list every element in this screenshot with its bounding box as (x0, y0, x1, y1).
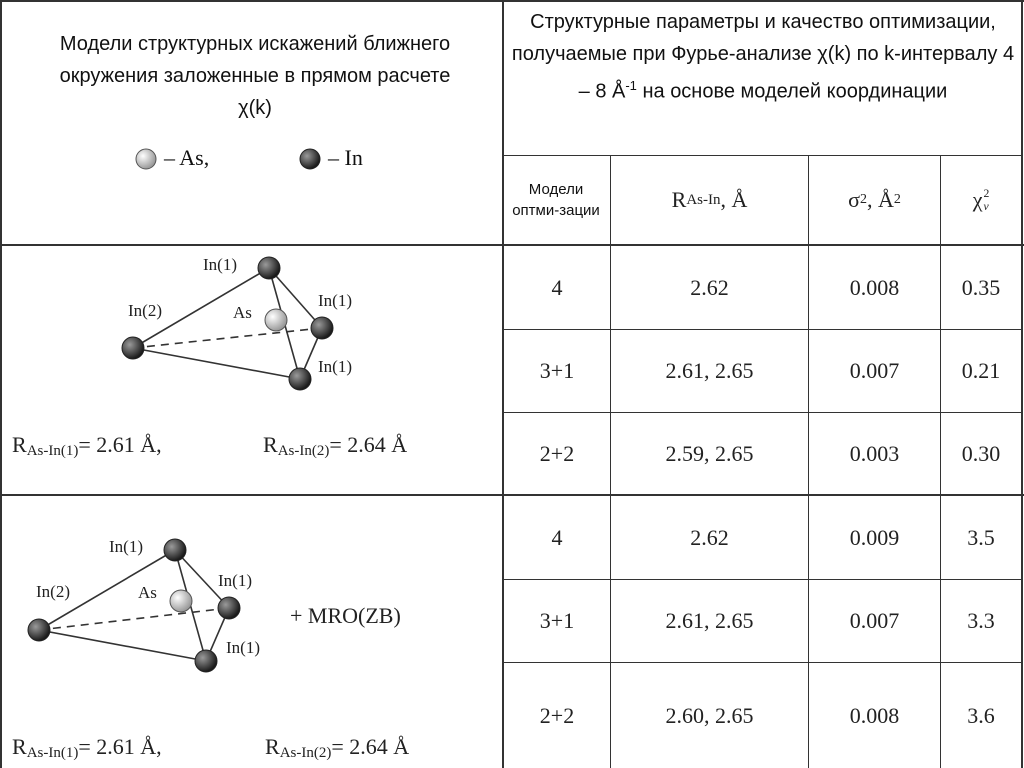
cell-sigma: 0.009 (849, 524, 900, 550)
in1-top-atom-icon (258, 257, 280, 279)
col-header-chi (941, 156, 1021, 244)
mro-label: + MRO(ZB) (290, 603, 401, 628)
block1-r2-main: R (263, 432, 278, 457)
col-header-r-main: R (671, 187, 687, 212)
in1-bottom-atom-icon (195, 650, 217, 672)
as-atom-icon (170, 590, 192, 612)
block2-r2-sub: As-In(2) (279, 745, 332, 761)
label-in2: In(2) (128, 301, 162, 320)
cell-r: 2.62 (690, 524, 729, 550)
block2-r1-main: R (12, 734, 27, 759)
block2-r2 (265, 734, 409, 762)
cell-r: 2.60, 2.65 (665, 702, 754, 728)
col-header-r-unit: , Å (720, 187, 748, 212)
label-in1-bottom: In(1) (226, 638, 260, 657)
col-header-sigma-unit-sup: 2 (893, 192, 901, 207)
block2-r1-sub: As-In(1) (26, 745, 79, 761)
in-atom-icon (300, 149, 320, 169)
block2-diagram (0, 496, 502, 696)
cell-sigma: 0.007 (849, 358, 900, 383)
as-atom-icon (136, 149, 156, 169)
label-as: As (138, 583, 157, 602)
left-header-title: Модели структурных искажений ближнего окружения заложенные в прямом расчете χ(k) (59, 33, 451, 119)
col-header-sigma-unit: , Å (866, 187, 894, 212)
legend-in-label: – In (328, 145, 363, 170)
cell-chi: 0.21 (961, 358, 1001, 383)
cell-sigma: 0.008 (849, 702, 900, 728)
col-header-chi-sup: 2 (983, 187, 990, 200)
col-header-chi-main: χ (972, 187, 983, 212)
col-header-sigma (809, 156, 940, 244)
block1-r2 (263, 432, 407, 460)
right-header-title-text: Структурные параметры и качество оптимизации, получаемые при Фурье-анализе χ(k) по k-интервалу 4 – 8 Å (511, 11, 1015, 103)
label-in1-right: In(1) (218, 571, 252, 590)
outer-border-top (0, 0, 1024, 2)
legend-as-label: – As, (164, 145, 210, 170)
cell-model: 3+1 (539, 358, 575, 383)
label-as: As (233, 303, 252, 322)
as-atom-icon (265, 309, 287, 331)
cell-chi: 0.30 (961, 440, 1001, 466)
col-header-sigma-main: σ (848, 187, 860, 212)
block1-r2-val: = 2.64 Å (329, 432, 408, 457)
block1-r1-sub: As-In(1) (26, 443, 79, 459)
cell-sigma: 0.008 (849, 274, 900, 300)
legend (132, 143, 432, 173)
in2-atom-icon (122, 337, 144, 359)
label-in1-bottom: In(1) (318, 357, 352, 376)
cell-model: 4 (551, 524, 563, 550)
col-header-model: Модели оптми-зации (512, 181, 600, 219)
cell-chi: 3.5 (967, 524, 995, 550)
cell-chi: 3.6 (967, 702, 995, 728)
block2-r2-main: R (265, 734, 280, 759)
label-in1-right: In(1) (318, 291, 352, 310)
cell-model: 3+1 (539, 608, 575, 633)
col-header-r (611, 156, 808, 244)
col-header-chi-sub: ν (983, 200, 989, 213)
in1-right-atom-icon (218, 597, 240, 619)
right-header-title-end: на основе моделей координации (636, 80, 948, 103)
cell-model: 4 (551, 274, 563, 300)
in1-right-atom-icon (311, 317, 333, 339)
cell-chi: 3.3 (967, 608, 995, 633)
bond-in2-in1right (39, 608, 229, 630)
right-header-title (505, 6, 1021, 108)
block1-r1-main: R (12, 432, 27, 457)
in1-top-atom-icon (164, 539, 186, 561)
outer-border-right (1021, 0, 1023, 768)
label-in2: In(2) (36, 582, 70, 601)
label-in1-top: In(1) (109, 537, 143, 556)
col-header-sigma-sup: 2 (859, 192, 867, 207)
block1-r1-val: = 2.61 Å, (78, 432, 162, 457)
right-header-title-sup: -1 (625, 78, 637, 93)
cell-r: 2.62 (690, 274, 729, 300)
in2-atom-icon (28, 619, 50, 641)
cell-r: 2.59, 2.65 (665, 440, 754, 466)
cell-r: 2.61, 2.65 (665, 608, 754, 633)
bond-in2-in1bottom (39, 630, 206, 661)
col-header-r-sub: As-In (686, 191, 721, 208)
block1-r1 (12, 432, 162, 460)
cell-model: 2+2 (539, 440, 575, 466)
cell-model: 2+2 (539, 702, 575, 728)
cell-sigma: 0.007 (849, 608, 900, 633)
bond-in2-in1bottom (133, 348, 300, 379)
block1-r2-sub: As-In(2) (277, 443, 330, 459)
in1-bottom-atom-icon (289, 368, 311, 390)
cell-r: 2.61, 2.65 (665, 358, 754, 383)
cell-sigma: 0.003 (849, 440, 900, 466)
label-in1-top: In(1) (203, 255, 237, 274)
block2-r1 (12, 734, 162, 762)
block2-r2-val: = 2.64 Å (331, 734, 410, 759)
cell-chi: 0.35 (961, 274, 1001, 300)
block2-r1-val: = 2.61 Å, (78, 734, 162, 759)
